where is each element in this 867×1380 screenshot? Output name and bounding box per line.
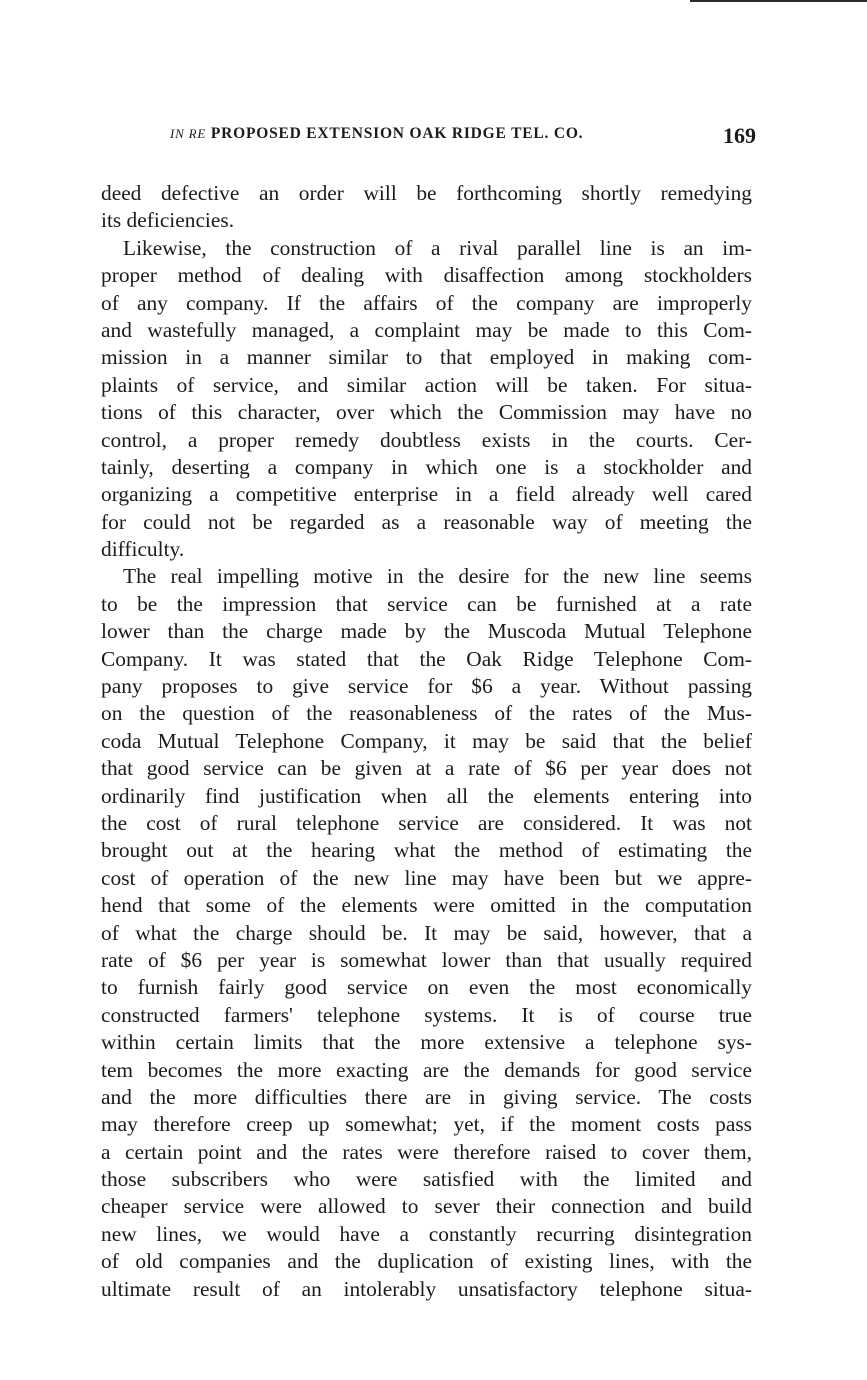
text-line: lower than the charge made by the Muscoda Mutual Telephone — [101, 619, 752, 644]
text-line: the cost of rural telephone service are considered. It was not — [101, 810, 752, 835]
text-line: hend that some of the elements were omitted in the computation — [101, 893, 752, 918]
text-line: pany proposes to give service for $6 a year. Without passing — [101, 674, 752, 699]
body-text — [101, 180, 752, 1303]
text-line: those subscribers who were satisfied with the limited and — [101, 1167, 752, 1192]
page-number: 169 — [723, 123, 756, 148]
text-line: control, a proper remedy doubtless exists in the courts. Cer- — [101, 427, 752, 452]
text-line: rate of $6 per year is somewhat lower than that usually required — [101, 947, 752, 972]
text-line: ultimate result of an intolerably unsatisfactory telephone situa- — [101, 1276, 752, 1301]
text-line: on the question of the reasonableness of the rates of the Mus- — [101, 701, 752, 726]
text-line: difficulty. — [101, 537, 185, 562]
text-line: ordinarily find justification when all the elements entering into — [101, 783, 752, 808]
text-line: constructed farmers' telephone systems. It is of course true — [101, 1002, 752, 1027]
running-head-title-line — [170, 125, 583, 143]
text-line: a certain point and the rates were therefore raised to cover them, — [101, 1139, 752, 1164]
text-line: proper method of dealing with disaffection among stockholders — [101, 263, 752, 288]
text-line: new lines, we would have a constantly recurring disintegration — [101, 1221, 752, 1246]
text-line: mission in a manner similar to that employed in making com- — [101, 345, 752, 370]
text-line: deed defective an order will be forthcoming shortly remedying — [101, 181, 752, 205]
text-line: plaints of service, and similar action will be taken. For situa- — [101, 372, 752, 397]
text-line: organizing a competitive enterprise in a field already well cared — [101, 482, 752, 507]
running-head-prefix: IN RE — [170, 126, 207, 141]
text-line: that good service can be given at a rate of $6 per year does not — [101, 756, 752, 781]
text-line: its deficiencies. — [101, 208, 235, 233]
text-line: to be the impression that service can be furnished at a rate — [101, 591, 752, 616]
text-line: within certain limits that the more extensive a telephone sys- — [101, 1030, 752, 1055]
text-line: for could not be regarded as a reasonable way of meeting the — [101, 509, 752, 534]
text-line: tions of this character, over which the Commission may have no — [101, 400, 752, 425]
text-line: tem becomes the more exacting are the demands for good service — [101, 1057, 752, 1082]
running-head — [170, 123, 756, 151]
text-line: coda Mutual Telephone Company, it may be said that the belief — [101, 728, 752, 753]
text-line: and wastefully managed, a complaint may be made to this Com- — [101, 317, 752, 342]
text-line: of any company. If the affairs of the company are improperly — [101, 290, 752, 315]
text-line: of what the charge should be. It may be said, however, that a — [101, 920, 752, 945]
text-line: may therefore creep up somewhat; yet, if the moment costs pass — [101, 1112, 752, 1137]
text-line: The real impelling motive in the desire for the new line seems — [123, 564, 752, 589]
text-line: Likewise, the construction of a rival parallel line is an im- — [123, 235, 752, 260]
text-line: cheaper service were allowed to sever their connection and build — [101, 1194, 752, 1219]
text-line: to furnish fairly good service on even the most economically — [101, 975, 752, 1000]
running-head-title: PROPOSED EXTENSION OAK RIDGE TEL. CO. — [210, 125, 584, 142]
text-line: brought out at the hearing what the method of estimating the — [101, 838, 752, 863]
text-line: cost of operation of the new line may have been but we appre- — [101, 865, 752, 890]
text-line: of old companies and the duplication of existing lines, with the — [101, 1249, 752, 1274]
top-edge-rule — [690, 0, 867, 2]
text-line: and the more difficulties there are in giving service. The costs — [101, 1084, 752, 1109]
text-line: Company. It was stated that the Oak Ridge Telephone Com- — [101, 646, 752, 671]
text-line: tainly, deserting a company in which one is a stockholder and — [101, 454, 752, 479]
